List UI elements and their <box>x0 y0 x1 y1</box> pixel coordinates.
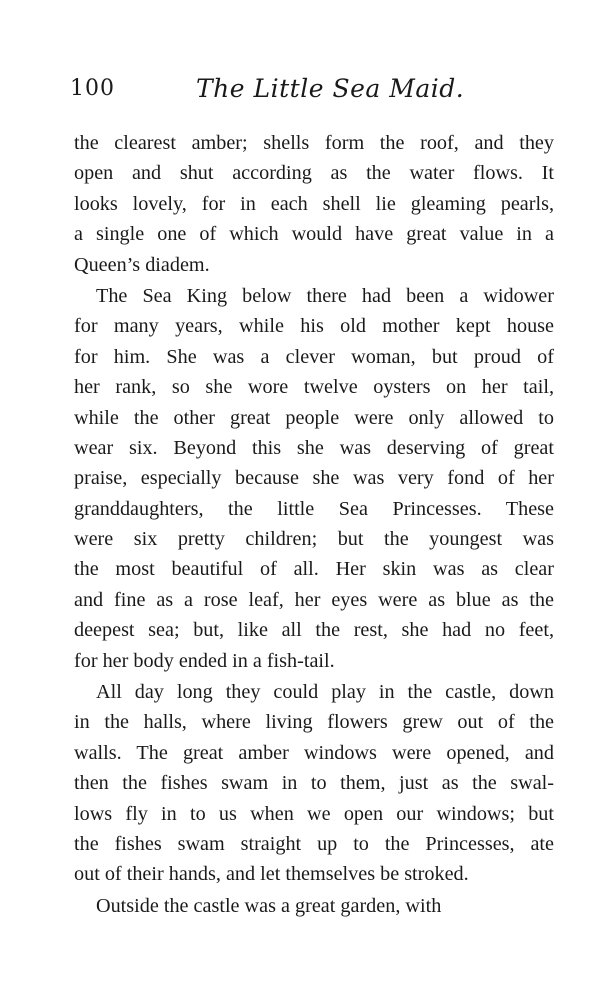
text-line: for her body ended in a fish-tail. <box>74 649 335 672</box>
text-line: Queen’s diadem. <box>74 253 210 276</box>
text-line: for him. She was a clever woman, but proud of <box>74 345 554 368</box>
text-line: Outside the castle was a great garden, with <box>96 894 442 917</box>
text-line: the clearest amber; shells form the roof, and they <box>74 132 554 154</box>
text-line: the fishes swam straight up to the Princesses, ate <box>74 832 554 855</box>
text-line: out of their hands, and let themselves be stroked. <box>74 863 469 886</box>
text-line: All day long they could play in the castle, down <box>96 681 554 704</box>
page-header <box>70 74 554 108</box>
text-line: in the halls, where living flowers grew out of the <box>74 711 554 734</box>
text-line: her rank, so she wore twelve oysters on her tail, <box>74 376 554 399</box>
text-line: The Sea King below there had been a widower <box>96 284 554 307</box>
text-line: the most beautiful of all. Her skin was as clear <box>74 558 554 581</box>
text-line: praise, especially because she was very fond of her <box>74 467 554 490</box>
paragraph <box>74 128 554 280</box>
paragraph <box>74 891 554 921</box>
text-line: lows fly in to us when we open our windows; but <box>74 802 554 825</box>
text-line: walls. The great amber windows were opened, and <box>74 741 554 764</box>
text-line: wear six. Beyond this she was deserving of great <box>74 436 554 459</box>
text-line: were six pretty children; but the youngest was <box>74 528 554 551</box>
paragraph <box>74 677 554 890</box>
text-line: open and shut according as the water flows. It <box>74 162 554 185</box>
paragraph <box>74 281 554 676</box>
running-title: The Little Sea Maid. <box>196 74 465 103</box>
body-text <box>74 128 554 922</box>
text-line: granddaughters, the little Sea Princesses. These <box>74 497 554 520</box>
text-line: deepest sea; but, like all the rest, she had no feet, <box>74 619 554 642</box>
page-number: 100 <box>70 76 115 101</box>
text-line: looks lovely, for in each shell lie gleaming pearls, <box>74 192 554 215</box>
text-line: and fine as a rose leaf, her eyes were as blue as the <box>74 588 554 611</box>
text-line: then the fishes swam in to them, just as the swal- <box>74 772 554 795</box>
text-line: while the other great people were only allowed to <box>74 406 554 429</box>
text-line: a single one of which would have great value in a <box>74 223 554 246</box>
text-line: for many years, while his old mother kept house <box>74 315 554 338</box>
